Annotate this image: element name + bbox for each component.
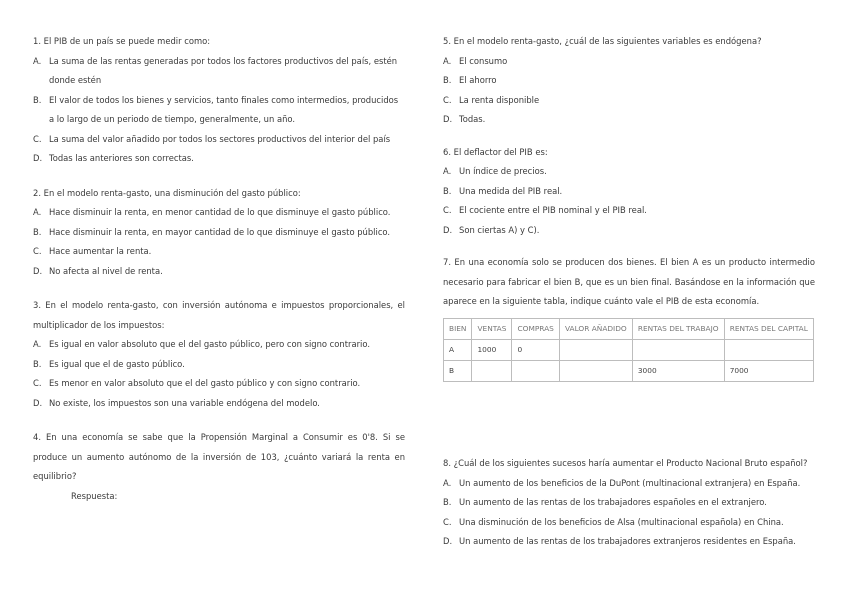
question-title: 1. El PIB de un país se puede medir como:	[33, 36, 211, 46]
option-d[interactable]: D. Todas.	[443, 114, 486, 124]
option-a[interactable]: A. Un aumento de los beneficios de la DuPont (multinacional extranjera) en España.	[443, 477, 801, 488]
option-b[interactable]: B. Es igual que el de gasto público.	[33, 358, 185, 369]
table-cell: 3000	[632, 360, 724, 381]
option-c[interactable]: C. Hace aumentar la renta.	[33, 246, 152, 256]
option-c[interactable]: C. La suma del valor añadido por todos los sectores productivos del interior del país	[33, 133, 391, 144]
question-3	[33, 296, 405, 413]
option-d[interactable]: D. Todas las anteriores son correctas.	[33, 153, 194, 163]
option-b[interactable]: B. Una medida del PIB real.	[443, 185, 563, 196]
table-header-row	[444, 318, 814, 339]
gdp-table	[443, 318, 814, 382]
answer-label[interactable]: Respuesta:	[71, 490, 118, 501]
table-cell: B	[444, 360, 472, 381]
table-cell	[512, 360, 559, 381]
table-cell: 1000	[472, 339, 512, 360]
option-a[interactable]: A. Hace disminuir la renta, en menor cantidad de lo que disminuye el gasto público.	[33, 207, 391, 217]
option-a[interactable]: A. La suma de las rentas generadas por todos los factores productivos del país, estén donde estén	[33, 55, 398, 85]
option-c[interactable]: C. El cociente entre el PIB nominal y el PIB real.	[443, 205, 647, 215]
left-column	[33, 32, 405, 506]
header-cell: RENTAS DEL TRABAJO	[632, 318, 724, 339]
question-6	[443, 143, 815, 241]
question-title: 4. En una economía se sabe que la Propensión Marginal a Consumir es 0'8. Si se produce un aumento autónomo de la inversión de 103, ¿cuánto variará la renta en equilibrio?	[33, 432, 405, 481]
question-title: 7. En una economía solo se producen dos bienes. El bien A es un producto intermedio necesario para fabricar el bien B, que es un bien final. Basándose en la información que aparece en la siguiente tabla, indique cuánto vale el PIB de esta economía.	[443, 257, 815, 306]
option-b[interactable]: B. Un aumento de las rentas de los trabajadores españoles en el extranjero.	[443, 497, 767, 507]
table-cell	[472, 360, 512, 381]
table-cell: 7000	[724, 360, 813, 381]
option-d[interactable]: D. Un aumento de las rentas de los trabajadores extranjeros residentes en España.	[443, 536, 796, 546]
table-cell	[632, 339, 724, 360]
table-row	[444, 360, 814, 381]
table-cell	[724, 339, 813, 360]
header-cell: BIEN	[444, 318, 472, 339]
header-cell: RENTAS DEL CAPITAL	[724, 318, 813, 339]
question-5	[443, 32, 815, 130]
table-cell: 0	[512, 339, 559, 360]
option-c[interactable]: C. Es menor en valor absoluto que el del gasto público y con signo contrario.	[33, 378, 361, 388]
right-column	[443, 32, 815, 546]
question-1	[33, 32, 405, 169]
option-d[interactable]: D. No afecta al nivel de renta.	[33, 265, 163, 276]
option-d[interactable]: D. Son ciertas A) y C).	[443, 224, 540, 235]
option-b[interactable]: B. Hace disminuir la renta, en mayor cantidad de lo que disminuye el gasto público.	[33, 226, 391, 237]
table-cell	[559, 360, 632, 381]
question-title: 2. En el modelo renta-gasto, una disminución del gasto público:	[33, 187, 301, 198]
question-7	[443, 253, 815, 382]
option-d[interactable]: D. No existe, los impuestos son una variable endógena del modelo.	[33, 397, 320, 408]
header-cell: COMPRAS	[512, 318, 559, 339]
question-2	[33, 184, 405, 282]
option-a[interactable]: A. Un índice de precios.	[443, 166, 547, 176]
header-cell: VALOR AÑADIDO	[559, 318, 632, 339]
option-b[interactable]: B. El ahorro	[443, 75, 497, 85]
table-row	[444, 339, 814, 360]
option-b[interactable]: B. El valor de todos los bienes y servicios, tanto finales como intermedios, producidos a lo largo de un periodo de tiempo, generalmente, un año.	[33, 94, 399, 124]
header-cell: VENTAS	[472, 318, 512, 339]
question-title: 6. El deflactor del PIB es:	[443, 146, 548, 157]
question-4	[33, 428, 405, 506]
table-cell	[559, 339, 632, 360]
question-title: 3. En el modelo renta-gasto, con inversión autónoma e impuestos proporcionales, el multiplicador de los impuestos:	[33, 300, 405, 330]
table-cell: A	[444, 339, 472, 360]
option-a[interactable]: A. El consumo	[443, 55, 508, 66]
question-title: 5. En el modelo renta-gasto, ¿cuál de las siguientes variables es endógena?	[443, 36, 762, 46]
question-title: 8. ¿Cuál de los siguientes sucesos haría aumentar el Producto Nacional Bruto español?	[443, 458, 808, 468]
question-8	[443, 454, 815, 552]
option-c[interactable]: C. La renta disponible	[443, 94, 540, 105]
option-c[interactable]: C. Una disminución de los beneficios de Alsa (multinacional española) en China.	[443, 516, 784, 527]
option-a[interactable]: A. Es igual en valor absoluto que el del gasto público, pero con signo contrario.	[33, 339, 370, 349]
